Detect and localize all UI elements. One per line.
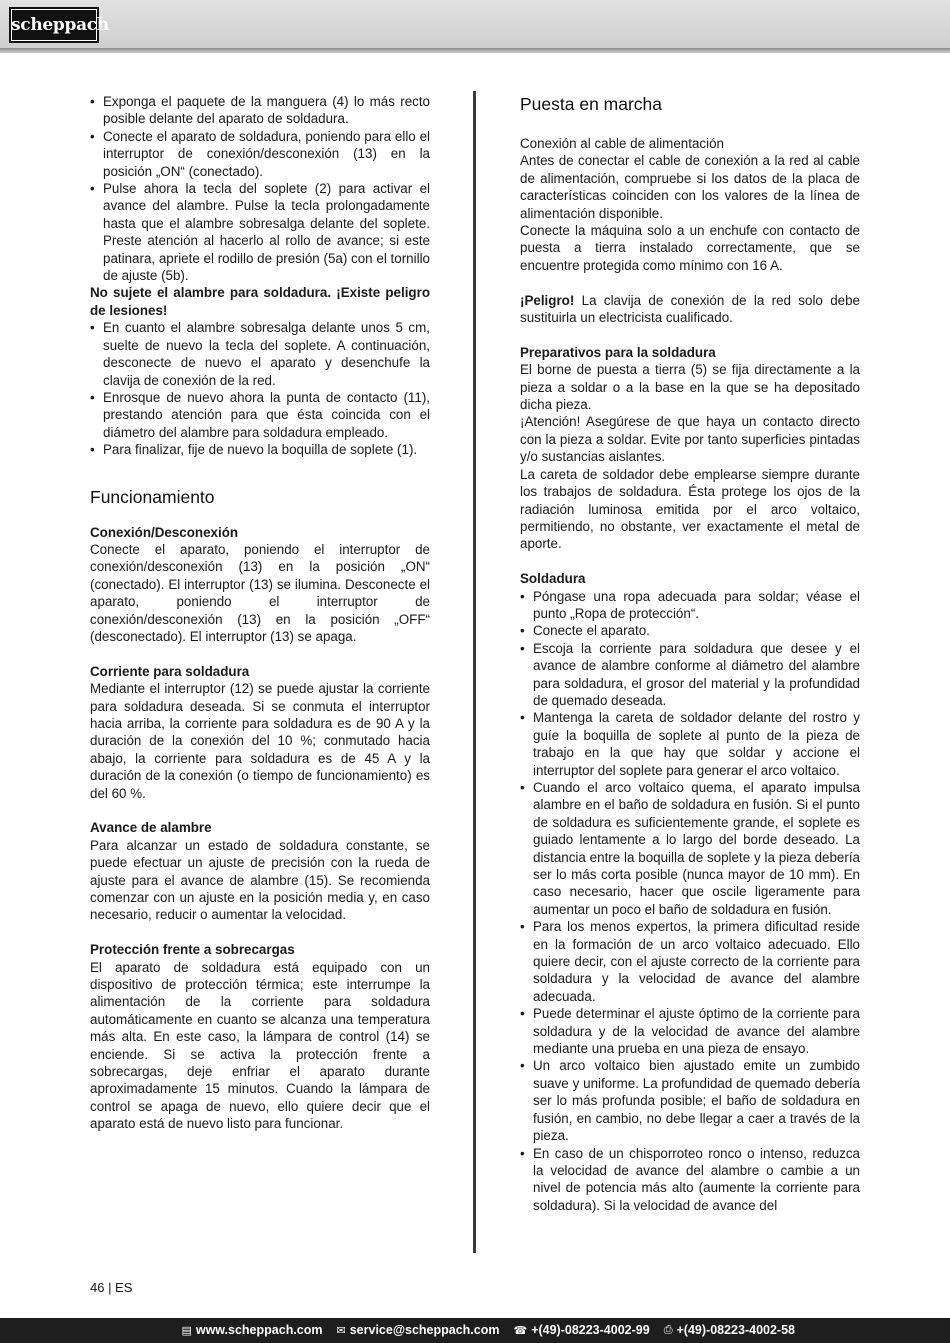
subsection-title-proteccion: Protección frente a sobrecargas	[90, 942, 295, 958]
footer-phone	[513, 1323, 649, 1337]
right-column	[520, 93, 860, 1214]
list-item: • Escoja la corriente para soldadura que desee y el avance de alambre conforme al diámetro del alambre para soldadura, el grosor del material y la profundidad de quemado deseada.	[520, 640, 860, 710]
footer-fax	[664, 1323, 795, 1337]
scheppach-logo: scheppach	[9, 7, 99, 43]
header-shadow-line	[0, 48, 950, 53]
avance-text: Para alcanzar un estado de soldadura constante, se puede efectuar un ajuste de precisión con la rueda de ajuste para el avance de alambre (15). Se recomienda comenzar con un ajuste en la posición media y, en caso necesario, reducir o aumentar la velocidad.	[90, 837, 430, 923]
danger-note	[520, 292, 860, 327]
phone-icon: ☎	[513, 1324, 528, 1337]
injury-warning: No sujete el alambre para soldadura. ¡Existe peligro de lesiones!	[90, 285, 430, 318]
soldadura-bullet-list	[520, 588, 860, 1215]
list-item: • En cuanto el alambre sobresalga delante unos 5 cm, suelte de nuevo la tecla del soplete. A continuación, desconecte de nuevo el aparato y desenchufe la clavija de conexión de la red.	[90, 319, 430, 389]
list-item: • Un arco voltaico bien ajustado emite un zumbido suave y uniforme. La profundidad de quemado debería ser lo más profunda posible; el baño de soldadura en fusión, en cambio, no debe llegar a caer a través de la pieza.	[520, 1057, 860, 1144]
preparativos-text-1: El borne de puesta a tierra (5) se fija directamente a la pieza a soldar o a la base en la que se ha depositado dicha pieza.	[520, 362, 860, 413]
list-item: • Pulse ahora la tecla del soplete (2) para activar el avance del alambre. Pulse la tecla prolongadamente hasta que el alambre sobresalga delante del soplete. Preste atención al hacerlo al rollo de avance; si este patinara, apriete el rodillo de presión (5a) con el tornillo de ajuste (5b).	[90, 180, 430, 284]
list-item: • Conecte el aparato de soldadura, poniendo para ello el interruptor de conexión/desconexión (13) en la posición „ON“ (conectado).	[90, 128, 430, 180]
fax-text: +(49)-08223-4002-58	[676, 1323, 795, 1337]
footer-email[interactable]	[337, 1323, 500, 1337]
list-item: • Puede determinar el ajuste óptimo de la corriente para soldadura y de la velocidad de avance del alambre mediante una prueba en una pieza de ensayo.	[520, 1005, 860, 1057]
list-item: • Exponga el paquete de la manguera (4) lo más recto posible delante del aparato de soldadura.	[90, 93, 430, 128]
footer-website[interactable]	[181, 1323, 322, 1337]
cable-text-2: Conecte la máquina solo a un enchufe con contacto de puesta a tierra instalado correctamente, que se encuentre protegida como mínimo con 16 A.	[520, 223, 860, 273]
subsection-title-avance: Avance de alambre	[90, 820, 212, 836]
list-item: • Enrosque de nuevo ahora la punta de contacto (11), prestando atención para que ésta coincida con el diámetro del alambre para soldadura empleado.	[90, 389, 430, 441]
danger-label: ¡Peligro!	[520, 292, 575, 308]
website-text: www.scheppach.com	[195, 1323, 323, 1337]
list-item: • Para finalizar, fije de nuevo la boquilla de soplete (1).	[90, 441, 430, 458]
subsection-title-preparativos: Preparativos para la soldadura	[520, 344, 716, 360]
section-title-funcionamiento: Funcionamiento	[90, 486, 215, 507]
wire-bullet-list	[90, 319, 430, 458]
list-item: • Conecte el aparato.	[520, 622, 860, 639]
fax-icon: ⎙	[663, 1323, 673, 1336]
list-item: • Póngase una ropa adecuada para soldar; véase el punto „Ropa de protección“.	[520, 588, 860, 623]
preparativos-text-2: ¡Atención! Asegúrese de que haya un contacto directo con la pieza a soldar. Evite por tanto superficies pintadas y/o sustancias aislantes.	[520, 414, 860, 465]
phone-text: +(49)-08223-4002-99	[531, 1323, 650, 1337]
subsection-title-conexion: Conexión/Desconexión	[90, 524, 239, 540]
conexion-text: Conecte el aparato, poniendo el interruptor de conexión/desconexión (13) en la posición „ON“ (conectado). El interruptor (13) se ilumina. Desconecte el aparato, poniendo el interruptor de conexión/desconexión (13) en la posición „OFF“ (desconectado). El interruptor (13) se apaga.	[90, 541, 430, 644]
list-item: • En caso de un chisporroteo ronco o intenso, reduzca la velocidad de avance del alambre o cambie a un nivel de potencia más alto (aumente la corriente para soldadura). Si la velocidad de avance del	[520, 1145, 860, 1215]
subsection-title-corriente: Corriente para soldadura	[90, 663, 250, 679]
page-footer	[0, 1318, 950, 1343]
list-item: • Cuando el arco voltaico quema, el aparato impulsa alambre en el baño de soldadura en fusión. Si el punto de soldadura es suficientemente grande, el soplete es guiado lentamente a lo largo del borde deseado. La distancia entre la boquilla de soplete y la pieza debería ser lo más corta posible (nunca mayor de 10 mm). En caso necesario, hacer que oscile ligeramente para aumentar un poco el baño de soldadura en fusión.	[520, 779, 860, 918]
envelope-icon: ✉	[336, 1324, 346, 1337]
monitor-icon: ▤	[181, 1324, 192, 1337]
left-column	[90, 93, 430, 1133]
section-title-puesta: Puesta en marcha	[520, 94, 663, 114]
column-divider	[473, 91, 476, 1253]
page-header	[0, 0, 950, 48]
intro-bullet-list	[90, 93, 430, 284]
list-item: • Para los menos expertos, la primera dificultad reside en la formación de un arco voltaico adecuado. Ello quiere decir, con el ajuste correcto de la corriente para soldadura y la velocidad de avance del alambre adecuada.	[520, 918, 860, 1005]
proteccion-text: El aparato de soldadura está equipado con un dispositivo de protección térmica; este interrumpe la alimentación de la corriente para soldadura automáticamente en cuanto se alcanza una temperatura más alta. En este caso, la lámpara de control (14) se enciende. Si se activa la protección frente a sobrecargas, deje enfriar el aparato durante aproximadamente 15 minutos. Cuando la lámpara de control se apaga de nuevo, ello quiere decir que el aparato está de nuevo listo para funcionar.	[90, 959, 430, 1132]
cable-text-1: Antes de conectar el cable de conexión a la red al cable de alimentación, compruebe si los datos de la placa de características coinciden con los valores de la línea de alimentación disponible.	[520, 153, 860, 221]
page-number: 46 | ES	[90, 1280, 133, 1295]
email-text: service@scheppach.com	[349, 1323, 500, 1337]
list-item: • Mantenga la careta de soldador delante del rostro y guíe la boquilla de soplete al punto de la pieza de trabajo en la que hay que soldar y accione el interruptor del soplete para generar el arco voltaico.	[520, 709, 860, 779]
cable-subtitle: Conexión al cable de alimentación	[520, 136, 724, 151]
preparativos-text-3: La careta de soldador debe emplearse siempre durante los trabajos de soldadura. Ésta protege los ojos de la radiación luminosa emitida por el arco voltaico, permitiendo, no obstante, ver exactamente el metal de aporte.	[520, 466, 860, 552]
corriente-text: Mediante el interruptor (12) se puede ajustar la corriente para soldadura deseada. Si se conmuta el interruptor hacia arriba, la corriente para soldadura es de 90 A y la duración de la conexión del 10 %; conmutado hacia abajo, la corriente para soldadura es de 45 A y la duración de la conexión (o tiempo de funcionamiento) es del 60 %.	[90, 681, 430, 801]
danger-text: La clavija de conexión de la red solo debe sustituirla un electricista cualificado.	[520, 292, 860, 326]
subsection-title-soldadura: Soldadura	[520, 571, 586, 587]
